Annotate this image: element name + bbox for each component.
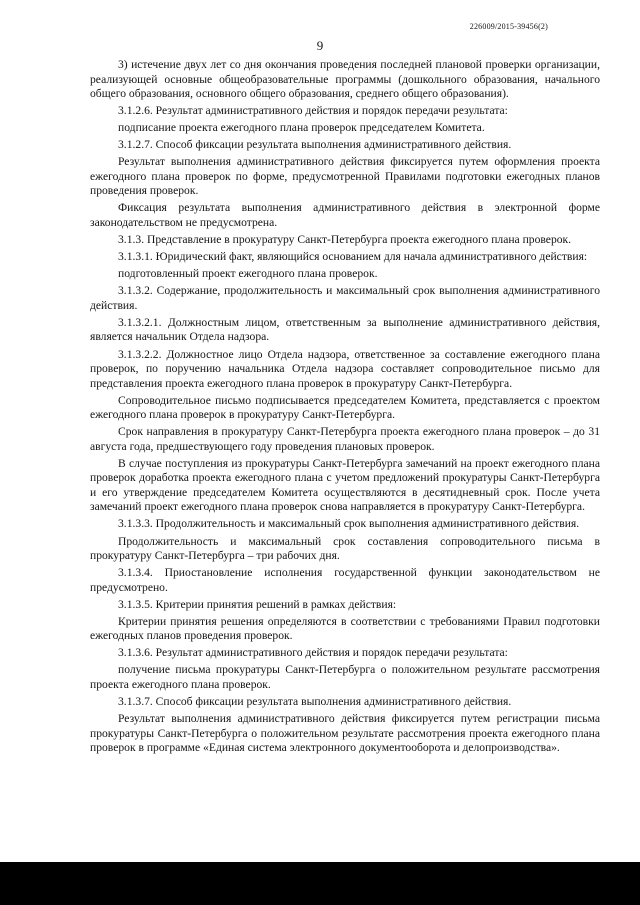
paragraph: 3.1.2.6. Результат административного действия и порядок передачи результата:	[118, 104, 508, 118]
paragraph: 3.1.3.7. Способ фиксации результата выполнения административного действия.	[118, 695, 512, 709]
paragraph: 3.1.3.2.2. Должностное лицо Отдела надзора, ответственное за составление ежегодного плана проверок, по поручению начальника Отдела надзора составляет сопроводительное письмо для представления проекта ежегодного плана проверок в прокуратуру Санкт-Петербурга.	[90, 347, 600, 390]
paragraph: 3.1.2.7. Способ фиксации результата выполнения административного действия.	[118, 138, 512, 152]
paragraph: Критерии принятия решения определяются в соответствии с требованиями Правил подготовки ежегодных планов проведения проверок.	[90, 614, 600, 643]
paragraph: Результат выполнения административного действия фиксируется путем оформления проекта ежегодного плана проверок по форме, предусмотренной Правилами подготовки ежегодных планов проведения проверок.	[90, 155, 600, 198]
paragraph: Продолжительность и максимальный срок составления сопроводительного письма в прокуратуру Санкт-Петербурга – три рабочих дня.	[90, 534, 600, 562]
paragraph: Срок направления в прокуратуру Санкт-Петербурга проекта ежегодного плана проверок – до 31 августа года, предшествующего году проведения плановых проверок.	[90, 425, 600, 453]
paragraph: 3.1.3.2. Содержание, продолжительность и максимальный срок выполнения административного действия.	[90, 284, 600, 312]
paragraph: 3.1.3. Представление в прокуратуру Санкт-Петербурга проекта ежегодного плана проверок.	[118, 233, 572, 247]
paragraph: получение письма прокуратуры Санкт-Петербурга о положительном результате рассмотрения проекта ежегодного плана проверок.	[90, 663, 600, 691]
paragraph: Результат выполнения административного действия фиксируется путем регистрации письма прокуратуры Санкт-Петербурга о положительном результате рассмотрения проекта ежегодного плана проверок в программе «Единая система электронного документооборота и делопроизводства».	[90, 712, 600, 755]
paragraph: подписание проекта ежегодного плана проверок председателем Комитета.	[118, 121, 485, 135]
scan-bottom-border	[0, 862, 640, 905]
paragraph: 3.1.3.3. Продолжительность и максимальный срок выполнения административного действия.	[118, 517, 580, 531]
paragraph: 3) истечение двух лет со дня окончания проведения последней плановой проверки организации, реализующей основные общеобразовательные программы (дошкольного образования, начального общего образования, основного общего образования, среднего общего образования).	[90, 58, 600, 100]
paragraph: 3.1.3.4. Приостановление исполнения государственной функции законодательством не предусмотрено.	[90, 566, 600, 594]
document-body	[90, 58, 600, 758]
paragraph: Сопроводительное письмо подписывается председателем Комитета, представляется с проектом ежегодного плана проверок в прокуратуру Санкт-Петербурга.	[90, 393, 600, 422]
paragraph: 3.1.3.1. Юридический факт, являющийся основанием для начала административного действия:	[118, 250, 588, 264]
paragraph: подготовленный проект ежегодного плана проверок.	[118, 267, 378, 281]
paragraph: 3.1.3.6. Результат административного действия и порядок передачи результата:	[118, 646, 508, 660]
page-number: 9	[316, 38, 324, 53]
paragraph: 3.1.3.5. Критерии принятия решений в рамках действия:	[118, 597, 397, 611]
paragraph: 3.1.3.2.1. Должностным лицом, ответственным за выполнение административного действия, является начальник Отдела надзора.	[90, 315, 600, 344]
paragraph: Фиксация результата выполнения административного действия в электронной форме законодательством не предусмотрена.	[90, 201, 600, 229]
document-id: 226009/2015-39456(2)	[469, 22, 548, 31]
paragraph: В случае поступления из прокуратуры Санкт-Петербурга замечаний на проект ежегодного плана проверок доработка проекта ежегодного плана с учетом предложений прокуратуры Санкт-Петербурга и его утверждение председателем Комитета осуществляются в десятидневный срок. После учета замечаний проект ежегодного плана проверок снова направляется в прокуратуру Санкт-Петербурга.	[90, 456, 600, 514]
